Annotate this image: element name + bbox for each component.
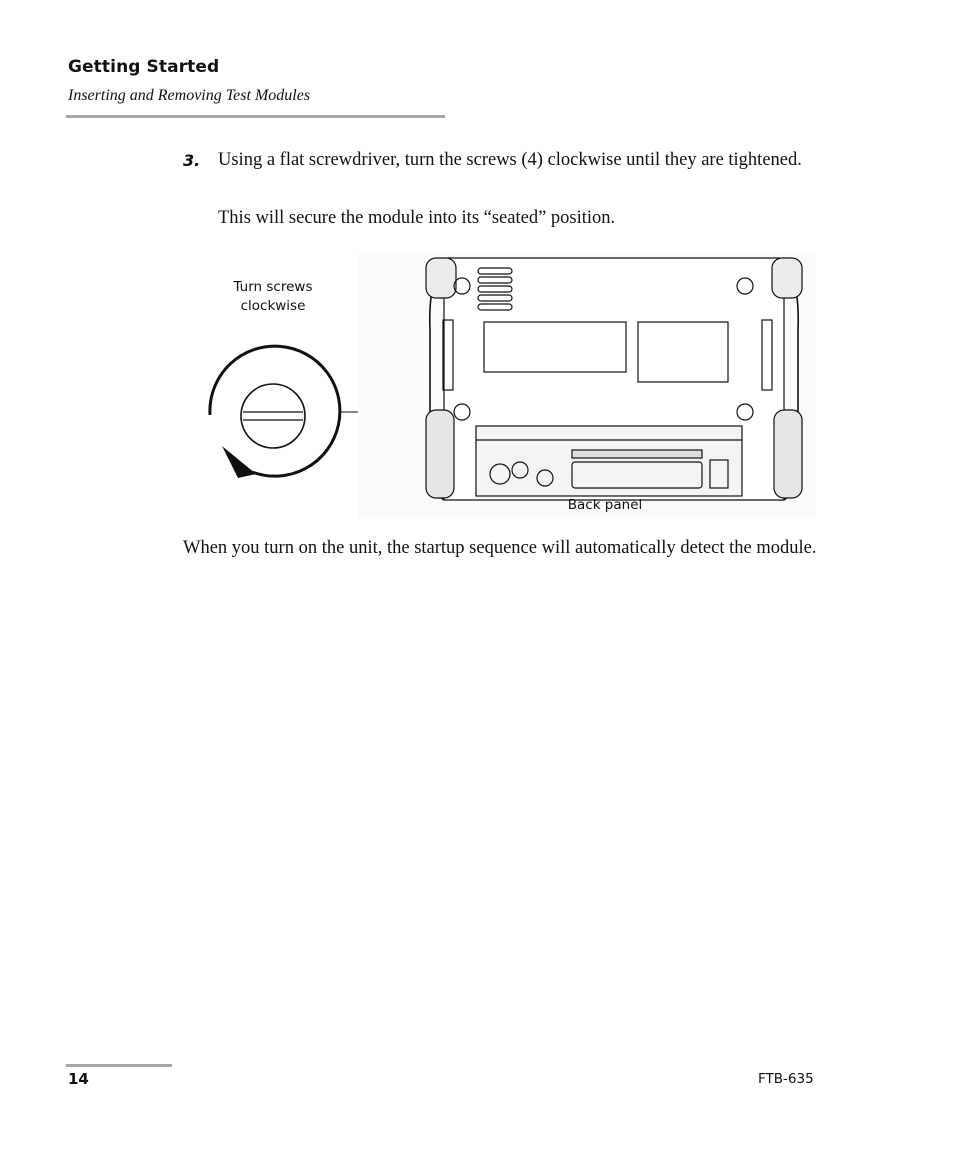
- header-rule: [66, 115, 445, 118]
- arrow-head-icon: [222, 446, 256, 478]
- screw-closeup: [210, 346, 340, 478]
- startup-paragraph: When you turn on the unit, the startup sequence will automatically detect the module.: [183, 538, 817, 558]
- footer-rule: [66, 1064, 172, 1067]
- section-subtitle: Inserting and Removing Test Modules: [68, 87, 311, 104]
- step-note: This will secure the module into its “seated” position.: [218, 208, 616, 228]
- device-back: [358, 252, 815, 518]
- device-figure: [200, 250, 820, 520]
- model-name: FTB-635: [758, 1071, 814, 1087]
- back-panel-label: Back panel: [567, 497, 643, 513]
- step-3: [183, 148, 823, 173]
- section-title: Getting Started: [68, 57, 220, 77]
- step-number: 3.: [183, 151, 201, 170]
- step-text: Using a flat screwdriver, turn the screws (4) clockwise until they are tightened.: [218, 150, 802, 170]
- page-number: 14: [68, 1070, 89, 1088]
- turn-screws-label: Turn screws clockwise: [233, 279, 313, 314]
